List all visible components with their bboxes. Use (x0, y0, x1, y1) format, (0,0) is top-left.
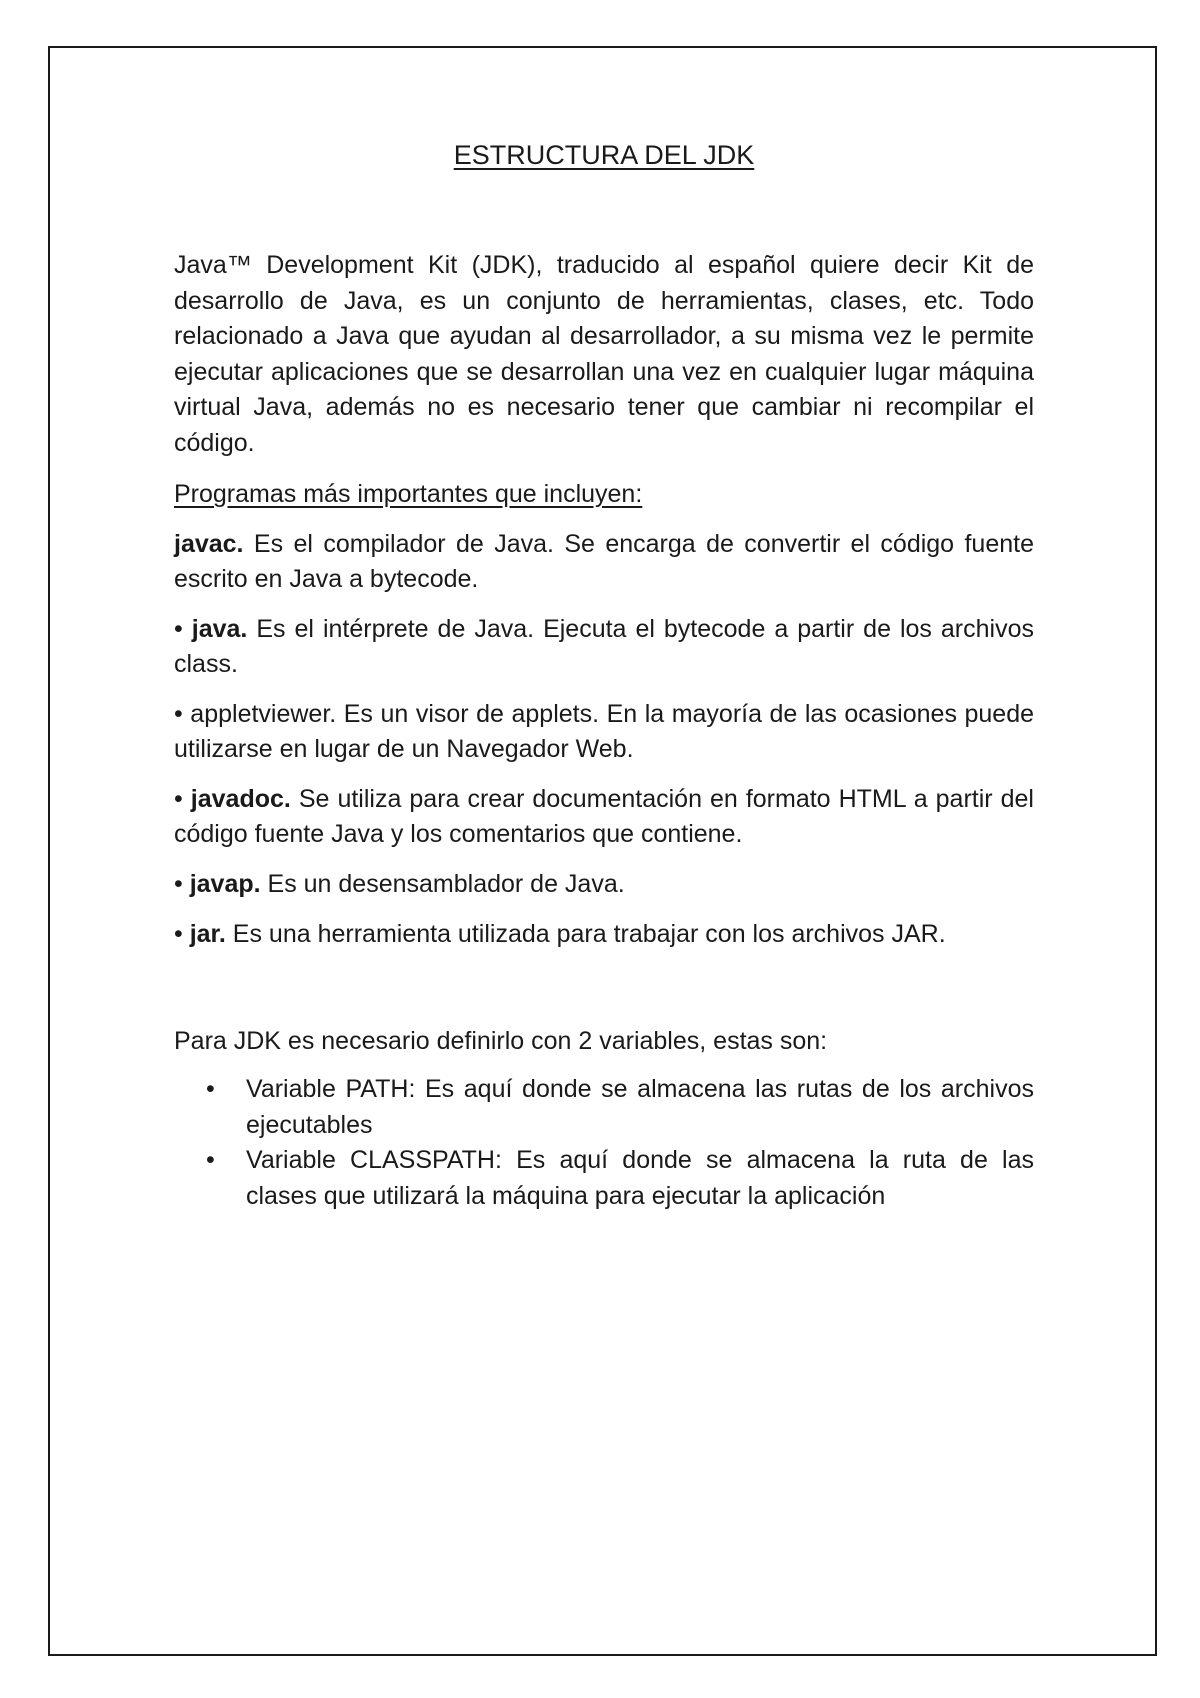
variable-item-path (174, 1072, 1034, 1143)
program-description: Es el intérprete de Java. Ejecuta el bytecode a partir de los archivos class. (174, 615, 1034, 678)
bullet-icon: • (206, 1075, 215, 1103)
intro-paragraph: Java™ Development Kit (JDK), traducido al español quiere decir Kit de desarrollo de Java, es un conjunto de herramientas, clases, etc. Todo relacionado a Java que ayudan al desarrollador, a su misma vez le permite ejecutar aplicaciones que se desarrollan una vez en cualquier lugar máquina virtual Java, además no es necesario tener que cambiar ni recompilar el código. (174, 251, 1034, 457)
program-name: java. (191, 615, 248, 643)
programs-heading: Programas más importantes que incluyen: (174, 480, 643, 508)
program-prefix: • (174, 870, 190, 898)
document-body (174, 140, 1034, 1214)
program-name: javadoc. (190, 785, 291, 813)
program-item-javadoc (174, 782, 1034, 852)
variable-text: Variable PATH: Es aquí donde se almacena las rutas de los archivos ejecutables (246, 1075, 1034, 1139)
program-name: javac. (174, 530, 244, 558)
program-item-jar (174, 917, 1034, 952)
program-description: Se utiliza para crear documentación en formato HTML a partir del código fuente Java y los comentarios que contiene. (174, 785, 1034, 848)
document-title: ESTRUCTURA DEL JDK (453, 140, 755, 170)
program-item-appletviewer (174, 697, 1034, 767)
program-name: javap. (189, 870, 261, 898)
program-name: jar. (189, 920, 226, 948)
program-item-java (174, 612, 1034, 682)
program-item-javac (174, 527, 1034, 597)
variables-list (174, 1072, 1034, 1214)
program-description: appletviewer. Es un visor de applets. En la mayoría de las ocasiones puede utilizarse en lugar de un Navegador Web. (174, 700, 1035, 763)
program-item-javap (174, 867, 1034, 902)
program-description: Es el compilador de Java. Se encarga de convertir el código fuente escrito en Java a bytecode. (174, 530, 1034, 593)
program-prefix: • (174, 615, 192, 643)
program-prefix: • (174, 700, 191, 728)
variable-text: Variable CLASSPATH: Es aquí donde se almacena la ruta de las clases que utilizará la máquina para ejecutar la aplicación (246, 1146, 1034, 1210)
bullet-icon: • (206, 1146, 215, 1174)
variables-intro: Para JDK es necesario definirlo con 2 variables, estas son: (174, 1027, 828, 1055)
program-prefix: • (174, 785, 191, 813)
programs-list (174, 527, 1034, 952)
program-prefix: • (174, 920, 190, 948)
program-description: Es una herramienta utilizada para trabajar con los archivos JAR. (225, 920, 946, 948)
variable-item-classpath (174, 1143, 1034, 1214)
program-description: Es un desensamblador de Java. (260, 870, 625, 898)
